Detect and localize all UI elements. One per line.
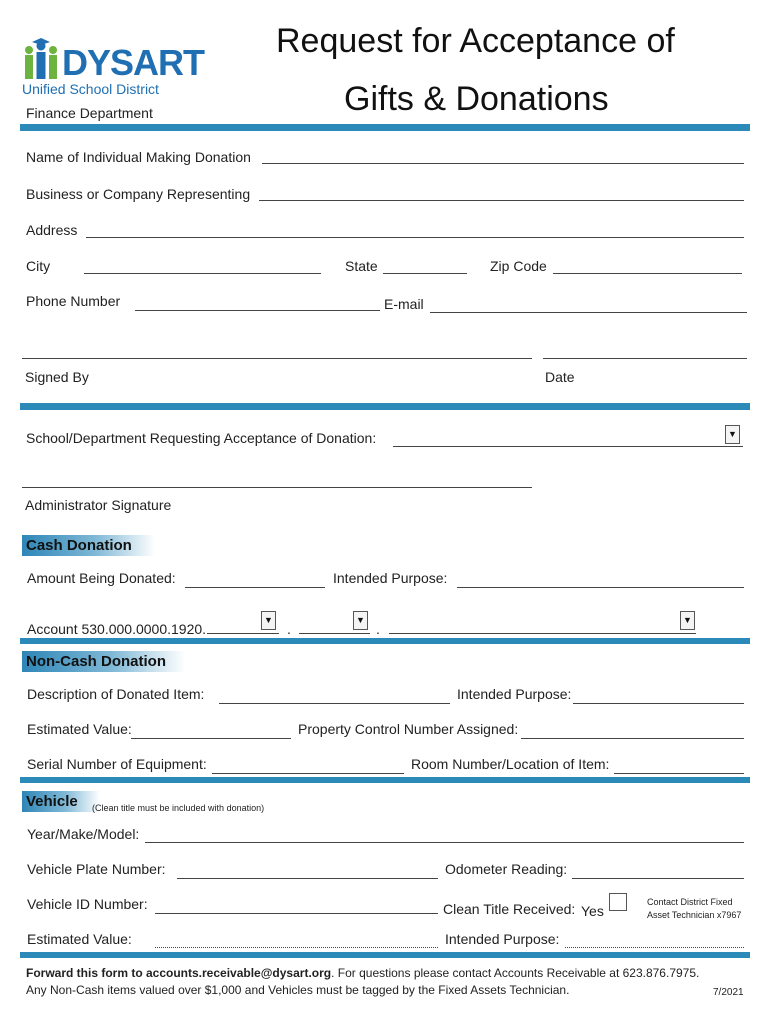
- chevron-down-icon[interactable]: ▼: [725, 425, 740, 444]
- divider-bar: [20, 952, 750, 958]
- phone-label: Phone Number: [26, 293, 121, 309]
- year-make-model-field[interactable]: [145, 842, 744, 843]
- odometer-field[interactable]: [572, 878, 744, 879]
- noncash-purpose-field[interactable]: [573, 703, 744, 704]
- donor-name-field[interactable]: [262, 163, 744, 164]
- divider-bar: [20, 124, 750, 131]
- property-control-label: Property Control Number Assigned:: [298, 721, 519, 737]
- room-location-field[interactable]: [614, 773, 744, 774]
- clean-title-yes-label: Yes: [581, 903, 604, 919]
- divider-bar: [20, 403, 750, 410]
- cash-section-heading: Cash Donation: [22, 535, 155, 556]
- logo-name: DYSART: [62, 42, 205, 83]
- cash-purpose-field[interactable]: [457, 587, 744, 588]
- clean-title-label: Clean Title Received:: [443, 901, 576, 917]
- logo-subtitle: Unified School District: [22, 81, 159, 97]
- vehicle-note: (Clean title must be included with donation): [92, 803, 265, 813]
- revision-date: 7/2021: [713, 987, 744, 998]
- noncash-description-label: Description of Donated Item:: [27, 686, 205, 702]
- state-field[interactable]: [383, 273, 467, 274]
- state-label: State: [345, 258, 378, 274]
- chevron-down-icon[interactable]: ▼: [680, 611, 695, 630]
- vehicle-section-heading: Vehicle: [22, 791, 100, 812]
- graduates-icon: [22, 36, 62, 84]
- chevron-down-icon[interactable]: ▼: [353, 611, 368, 630]
- zip-label: Zip Code: [490, 258, 547, 274]
- requesting-school-label: School/Department Requesting Acceptance of Donation:: [26, 430, 377, 446]
- requesting-school-select[interactable]: [393, 446, 743, 447]
- admin-signature-field[interactable]: [22, 487, 532, 488]
- room-location-label: Room Number/Location of Item:: [411, 756, 610, 772]
- cash-amount-label: Amount Being Donated:: [27, 570, 176, 586]
- cash-purpose-label: Intended Purpose:: [333, 570, 448, 586]
- vin-label: Vehicle ID Number:: [27, 896, 148, 912]
- footer-forward-text: [26, 966, 699, 980]
- chevron-down-icon[interactable]: ▼: [261, 611, 276, 630]
- date-field[interactable]: [543, 358, 747, 359]
- admin-signature-label: Administrator Signature: [25, 497, 172, 513]
- plate-number-field[interactable]: [177, 878, 438, 879]
- vehicle-value-field[interactable]: [155, 947, 438, 948]
- account-label: Account 530.000.0000.1920.: [27, 621, 207, 637]
- serial-number-label: Serial Number of Equipment:: [27, 756, 207, 772]
- signed-by-label: Signed By: [25, 369, 89, 385]
- footer-tagging-note: Any Non-Cash items valued over $1,000 and Vehicles must be tagged by the Fixed Assets Technician.: [26, 983, 570, 997]
- department-label: Finance Department: [26, 105, 153, 121]
- city-field[interactable]: [84, 273, 321, 274]
- business-field[interactable]: [259, 200, 744, 201]
- noncash-purpose-label: Intended Purpose:: [457, 686, 572, 702]
- vehicle-purpose-label: Intended Purpose:: [445, 931, 560, 947]
- title-line-1: Request for Acceptance of: [276, 22, 675, 60]
- contact-note-line-1: Contact District Fixed: [647, 897, 733, 907]
- noncash-section-heading: Non-Cash Donation: [22, 651, 185, 672]
- account-segment-2-select[interactable]: [299, 633, 370, 634]
- odometer-label: Odometer Reading:: [445, 861, 568, 877]
- signed-by-field[interactable]: [22, 358, 532, 359]
- city-label: City: [26, 258, 51, 274]
- contact-note-line-2: Asset Technician x7967: [647, 910, 742, 920]
- plate-number-label: Vehicle Plate Number:: [27, 861, 166, 877]
- title-line-2: Gifts & Donations: [344, 80, 609, 118]
- divider-bar: [20, 777, 750, 783]
- noncash-value-label: Estimated Value:: [27, 721, 132, 737]
- email-field[interactable]: [430, 312, 747, 313]
- phone-field[interactable]: [135, 310, 380, 311]
- email-label: E-mail: [384, 296, 424, 312]
- clean-title-checkbox[interactable]: [609, 893, 627, 911]
- account-separator: .: [376, 621, 380, 637]
- cash-amount-field[interactable]: [185, 587, 325, 588]
- account-separator: .: [287, 621, 291, 637]
- vehicle-value-label: Estimated Value:: [27, 931, 132, 947]
- divider-bar: [20, 638, 750, 644]
- footer-forward-rest: . For questions please contact Accounts Receivable at 623.876.7975.: [331, 966, 700, 980]
- business-label: Business or Company Representing: [26, 186, 251, 202]
- zip-field[interactable]: [553, 273, 742, 274]
- account-segment-3-select[interactable]: [389, 633, 696, 634]
- year-make-model-label: Year/Make/Model:: [27, 826, 140, 842]
- vehicle-purpose-field[interactable]: [565, 947, 744, 948]
- address-field[interactable]: [86, 237, 744, 238]
- serial-number-field[interactable]: [212, 773, 404, 774]
- donor-name-label: Name of Individual Making Donation: [26, 149, 251, 165]
- address-label: Address: [26, 222, 78, 238]
- date-label: Date: [545, 369, 575, 385]
- noncash-description-field[interactable]: [219, 703, 450, 704]
- account-segment-1-select[interactable]: [207, 633, 279, 634]
- logo: [22, 36, 217, 100]
- noncash-value-field[interactable]: [131, 738, 291, 739]
- footer-forward-email[interactable]: Forward this form to accounts.receivable@dysart.org: [26, 966, 332, 980]
- vin-field[interactable]: [155, 913, 438, 914]
- property-control-field[interactable]: [521, 738, 744, 739]
